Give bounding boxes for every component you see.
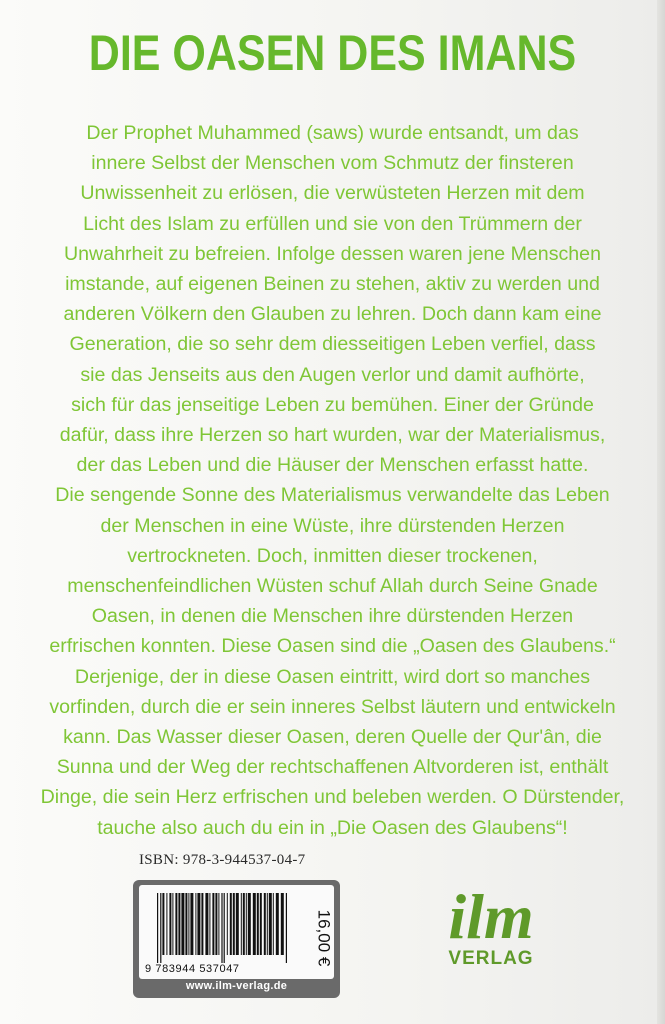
blurb-line: Generation, die so sehr dem diesseitigen Leben verfiel, dass bbox=[69, 333, 596, 356]
blurb-line: Sunna und der Weg der rechtschaffenen Altvorderen ist, enthält bbox=[56, 756, 609, 779]
blurb-line: erfrischen konnten. Diese Oasen sind die „Oasen des Glaubens.“ bbox=[49, 635, 616, 658]
blurb-line: Licht des Islam zu erfüllen und sie von den Trümmern der bbox=[83, 212, 582, 235]
blurb-line: Unwahrheit zu befreien. Infolge dessen waren jene Menschen bbox=[64, 242, 601, 265]
barcode-bar bbox=[160, 893, 161, 963]
barcode-bar bbox=[253, 893, 256, 955]
blurb-line: innere Selbst der Menschen vom Schmutz der finsteren bbox=[91, 152, 574, 175]
barcode-bar bbox=[260, 893, 262, 955]
blurb-line: der das Leben und die Häuser der Menschen erfasst hatte. bbox=[76, 454, 589, 477]
barcode-label bbox=[139, 885, 334, 979]
barcode-bar bbox=[212, 893, 214, 955]
barcode-bar bbox=[188, 893, 189, 955]
barcode-bar bbox=[166, 893, 167, 955]
barcode-bar bbox=[178, 893, 180, 955]
barcode-bar bbox=[233, 893, 235, 955]
blurb-text bbox=[0, 118, 665, 843]
barcode-bar bbox=[221, 893, 222, 963]
barcode-bar bbox=[267, 893, 268, 955]
barcode-bar bbox=[286, 893, 287, 963]
barcode-bar bbox=[197, 893, 200, 955]
barcode-bar bbox=[230, 893, 232, 955]
book-title: DIE OASEN DES IMANS bbox=[88, 25, 577, 81]
blurb-line: Der Prophet Muhammed (saws) wurde entsandt, um das bbox=[86, 122, 579, 144]
barcode-bar bbox=[185, 893, 187, 955]
barcode-bar bbox=[201, 893, 203, 955]
barcode-bar bbox=[236, 893, 239, 955]
blurb-line: sich für das jenseitige Leben zu bemühen. Einer der Gründe bbox=[71, 393, 594, 416]
barcode-bar bbox=[218, 893, 219, 955]
barcode-bar bbox=[257, 893, 259, 955]
barcode-bar bbox=[264, 893, 266, 955]
barcode-digits: 9 783944 537047 bbox=[145, 963, 240, 975]
barcode-bar bbox=[281, 893, 284, 955]
blurb-line: anderen Völkern den Glauben zu lehren. Doch dann kam eine bbox=[63, 303, 602, 326]
barcode-bar bbox=[241, 893, 242, 955]
barcode-bar bbox=[169, 893, 171, 955]
barcode-bar bbox=[273, 893, 274, 955]
barcode-bar bbox=[190, 893, 193, 955]
price-tag bbox=[312, 903, 334, 973]
blurb-line: tauche also auch du ein in „Die Oasen des Glaubens“! bbox=[97, 816, 568, 839]
logo-wordmark: ilm bbox=[448, 886, 534, 948]
barcode-bar bbox=[162, 893, 164, 955]
barcode-bar bbox=[205, 893, 208, 955]
blurb-line: sie das Jenseits aus den Augen verlor und damit aufhörte, bbox=[80, 363, 585, 386]
blurb-line: menschenfeindlichen Wüsten schuf Allah durch Seine Gnade bbox=[67, 575, 598, 598]
blurb-line: Oasen, in denen die Menschen ihre dürstenden Herzen bbox=[91, 605, 574, 628]
barcode-bar bbox=[276, 893, 279, 955]
blurb-line: dafür, dass ihre Herzen so hart wurden, war der Materialismus, bbox=[59, 424, 606, 447]
blurb-line: vertrockneten. Doch, inmitten dieser trockenen, bbox=[127, 544, 538, 567]
barcode-bar bbox=[215, 893, 217, 955]
ilm-logo-icon bbox=[426, 886, 556, 948]
blurb-line: imstande, auf eigenen Beinen zu stehen, aktiv zu werden und bbox=[65, 273, 600, 296]
barcode-bar bbox=[246, 893, 247, 955]
publisher-website: www.ilm-verlag.de bbox=[185, 980, 288, 992]
barcode-panel bbox=[133, 880, 340, 998]
blurb-line: Die sengende Sonne des Materialismus verwandelte das Leben bbox=[55, 484, 610, 507]
barcode-bar bbox=[243, 893, 245, 955]
barcode-bar bbox=[195, 893, 196, 955]
price-text: 16,00 € bbox=[314, 909, 334, 967]
publisher-name: VERLAG bbox=[448, 948, 534, 969]
blurb-line: der Menschen in eine Wüste, ihre dürstenden Herzen bbox=[100, 514, 565, 537]
barcode-bar bbox=[224, 893, 225, 963]
barcode-bar bbox=[269, 893, 272, 955]
barcode-bar bbox=[181, 893, 184, 955]
blurb-line: vorfinden, durch die er sein inneres Selbst läutern und entwickeln bbox=[49, 695, 616, 718]
blurb-line: Unwissenheit zu erlösen, die verwüsteten Herzen mit dem bbox=[80, 182, 585, 205]
blurb-line: Derjenige, der in diese Oasen eintritt, wird dort so manches bbox=[74, 665, 591, 688]
barcode-bar bbox=[209, 893, 210, 955]
barcode-bar bbox=[227, 893, 228, 955]
barcode-bar bbox=[248, 893, 251, 955]
blurb-line: Dinge, die sein Herz erfrischen und beleben werden. O Dürstender, bbox=[40, 786, 625, 809]
blurb-line: kann. Das Wasser dieser Oasen, deren Quelle der Qur'ân, die bbox=[63, 726, 602, 749]
barcode-bar bbox=[172, 893, 173, 955]
barcode-bars bbox=[155, 893, 293, 963]
isbn-label: ISBN: 978-3-944537-04-7 bbox=[139, 852, 306, 868]
barcode-bar bbox=[175, 893, 177, 955]
barcode-bar bbox=[157, 893, 158, 963]
